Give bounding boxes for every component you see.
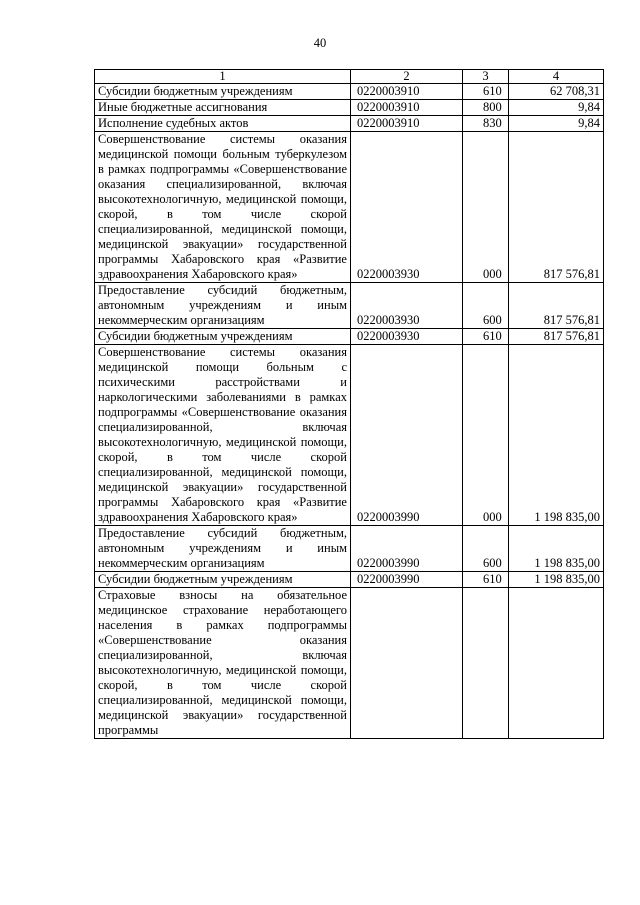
table-row: [95, 588, 604, 739]
row-amount: 1 198 835,00: [509, 345, 604, 526]
row-expense-type: 800: [463, 100, 509, 116]
row-amount: 1 198 835,00: [509, 572, 604, 588]
row-expense-type: [463, 588, 509, 739]
row-amount: 817 576,81: [509, 329, 604, 345]
row-code: 0220003910: [351, 84, 463, 100]
row-expense-type: 610: [463, 84, 509, 100]
row-code: 0220003930: [351, 132, 463, 283]
row-code: 0220003990: [351, 572, 463, 588]
row-expense-type: 610: [463, 572, 509, 588]
row-code: 0220003990: [351, 526, 463, 572]
row-amount: 817 576,81: [509, 283, 604, 329]
row-description: Исполнение судебных актов: [95, 116, 351, 132]
row-description: Страховые взносы на обязательное медицинское страхование неработающего населения в рамках подпрограммы «Совершенствование оказания специализированной, включая высокотехнологичную, медицинской помощи, скорой, в том числе скорой специализированной, медицинской помощи, медицинской эвакуации» государственной программы: [95, 588, 351, 739]
column-header: 1: [95, 70, 351, 84]
row-expense-type: 000: [463, 345, 509, 526]
table-row: [95, 100, 604, 116]
row-amount: 9,84: [509, 116, 604, 132]
row-description: Предоставление субсидий бюджетным, автономным учреждениям и иным некоммерческим организациям: [95, 526, 351, 572]
row-expense-type: 600: [463, 283, 509, 329]
table-row: [95, 84, 604, 100]
row-description: Субсидии бюджетным учреждениям: [95, 572, 351, 588]
row-description: Совершенствование системы оказания медицинской помощи больным туберкулезом в рамках подпрограммы «Совершенствование оказания специализированной, включая высокотехнологичную, медицинской помощи, скорой, в том числе скорой специализированной, медицинской помощи, медицинской эвакуации» государственной программы Хабаровского края «Развитие здравоохранения Хабаровского края»: [95, 132, 351, 283]
column-header: 2: [351, 70, 463, 84]
table-row: [95, 283, 604, 329]
table-row: [95, 116, 604, 132]
row-description: Совершенствование системы оказания медицинской помощи больным с психическими расстройствами и наркологическими заболеваниями в рамках подпрограммы «Совершенствование оказания специализированной, включая высокотехнологичную, медицинской помощи, скорой, в том числе скорой специализированной, медицинской помощи, медицинской эвакуации» государственной программы Хабаровского края «Развитие здравоохранения Хабаровского края»: [95, 345, 351, 526]
row-amount: 9,84: [509, 100, 604, 116]
row-description: Субсидии бюджетным учреждениям: [95, 329, 351, 345]
row-code: 0220003930: [351, 283, 463, 329]
row-description: Предоставление субсидий бюджетным, автономным учреждениям и иным некоммерческим организациям: [95, 283, 351, 329]
table-row: [95, 572, 604, 588]
table-header-row: [95, 70, 604, 84]
row-expense-type: 610: [463, 329, 509, 345]
row-code: 0220003910: [351, 116, 463, 132]
table-row: [95, 329, 604, 345]
row-description: Иные бюджетные ассигнования: [95, 100, 351, 116]
row-expense-type: 600: [463, 526, 509, 572]
table-row: [95, 132, 604, 283]
row-code: 0220003990: [351, 345, 463, 526]
row-amount: 1 198 835,00: [509, 526, 604, 572]
row-expense-type: 000: [463, 132, 509, 283]
row-code: 0220003930: [351, 329, 463, 345]
table-row: [95, 526, 604, 572]
row-amount: 817 576,81: [509, 132, 604, 283]
page-number: 40: [313, 36, 327, 50]
row-code: [351, 588, 463, 739]
row-description: Субсидии бюджетным учреждениям: [95, 84, 351, 100]
table-row: [95, 345, 604, 526]
row-expense-type: 830: [463, 116, 509, 132]
row-amount: 62 708,31: [509, 84, 604, 100]
budget-table: [94, 69, 604, 739]
column-header: 4: [509, 70, 604, 84]
row-code: 0220003910: [351, 100, 463, 116]
column-header: 3: [463, 70, 509, 84]
row-amount: [509, 588, 604, 739]
